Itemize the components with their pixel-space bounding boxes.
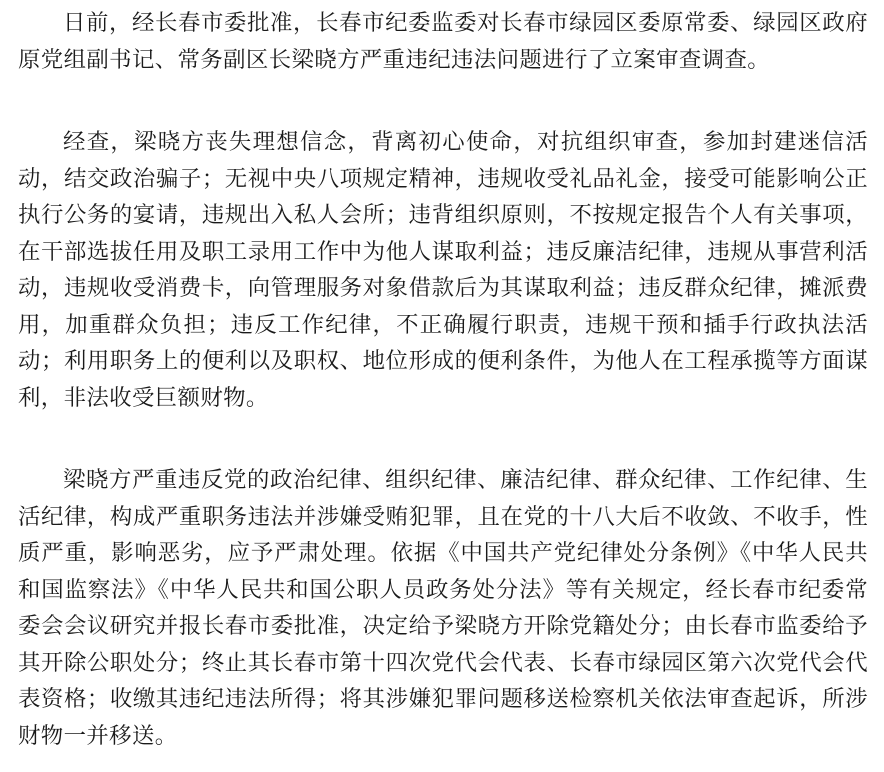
article-paragraph-decision: 梁晓方严重违反党的政治纪律、组织纪律、廉洁纪律、群众纪律、工作纪律、生活纪律，构成严重职务违法并涉嫌受贿犯罪，且在党的十八大后不收敛、不收手，性质严重，影响恶劣，应予严肃处理。依据《中国共产党纪律处分条例》《中华人民共和国监察法》《中华人民共和国公职人员政务处分法》等有关规定，经长春市纪委常委会会议研究并报长春市委批准，决定给予梁晓方开除党籍处分；由长春市监委给予其开除公职处分；终止其长春市第十四次党代会代表、长春市绿园区第六次党代会代表资格；收缴其违纪违法所得；将其涉嫌犯罪问题移送检察机关依法审查起诉，所涉财物一并移送。 <box>18 467 868 749</box>
article-paragraph-intro: 日前，经长春市委批准，长春市纪委监委对长春市绿园区委原常委、绿园区政府原党组副书记、常务副区长梁晓方严重违纪违法问题进行了立案审查调查。 <box>18 10 868 73</box>
article-paragraph-findings: 经查，梁晓方丧失理想信念，背离初心使命，对抗组织审查，参加封建迷信活动，结交政治骗子；无视中央八项规定精神，违规收受礼品礼金，接受可能影响公正执行公务的宴请，违规出入私人会所；违背组织原则，不按规定报告个人有关事项，在干部选拔任用及职工录用工作中为他人谋取利益；违反廉洁纪律，违规从事营利活动，违规收受消费卡，向管理服务对象借款后为其谋取利益；违反群众纪律，摊派费用，加重群众负担；违反工作纪律，不正确履行职责，违规干预和插手行政执法活动；利用职务上的便利以及职权、地位形成的便利条件，为他人在工程承揽等方面谋利，非法收受巨额财物。 <box>18 129 868 411</box>
